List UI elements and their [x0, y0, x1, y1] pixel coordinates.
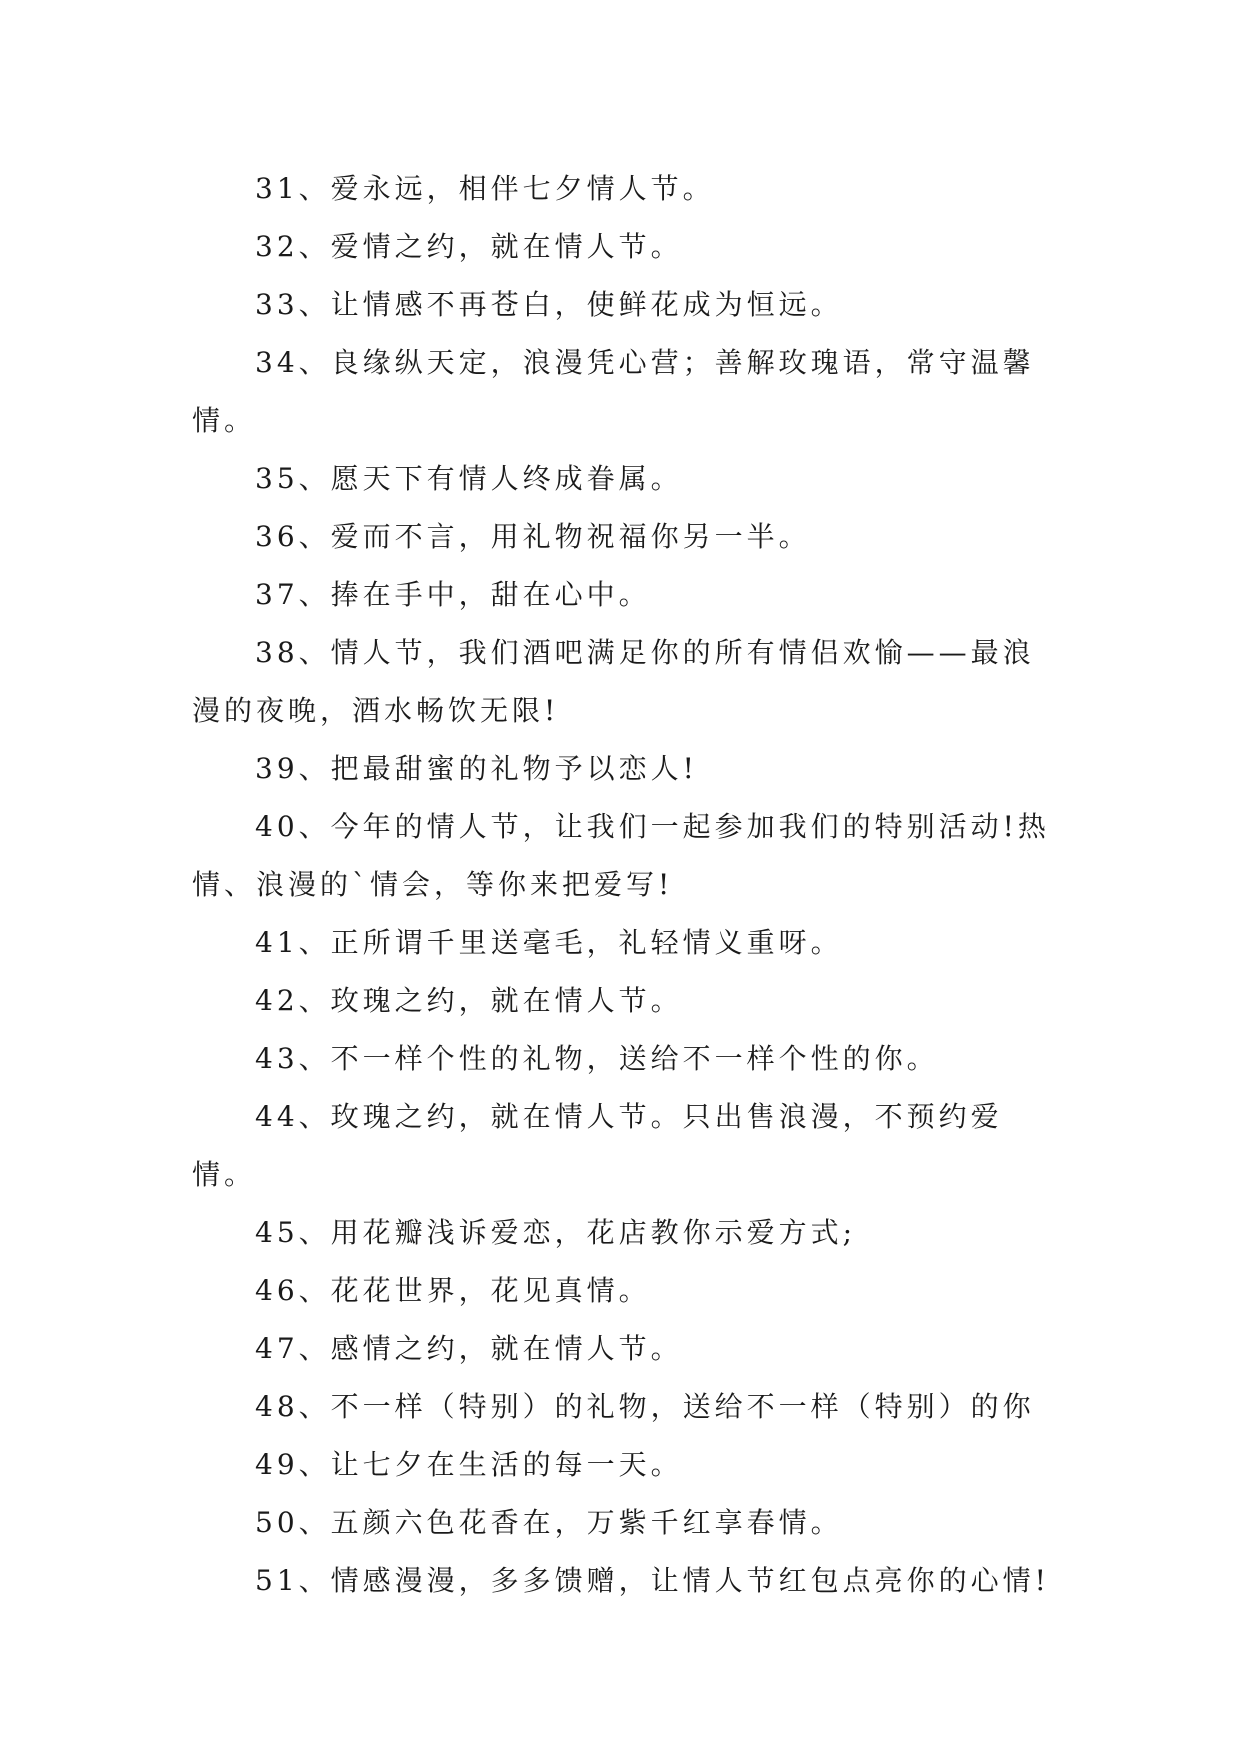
- paragraph-51: 51、情感漫漫，多多馈赠，让情人节红包点亮你的心情!: [255, 1564, 1050, 1597]
- paragraph-34: 34、良缘纵天定，浪漫凭心营；善解玫瑰语，常守温馨情。: [192, 346, 1035, 437]
- paragraph-43: 43、不一样个性的礼物，送给不一样个性的你。: [255, 1042, 939, 1075]
- paragraph-37: 37、捧在手中，甜在心中。: [255, 578, 651, 611]
- paragraph-35: 35、愿天下有情人终成眷属。: [255, 462, 683, 495]
- paragraph-47: 47、感情之约，就在情人节。: [255, 1332, 683, 1365]
- paragraph-50: 50、五颜六色花香在，万紫千红享春情。: [255, 1506, 843, 1539]
- paragraph-42: 42、玫瑰之约，就在情人节。: [255, 984, 683, 1017]
- document-body: [192, 160, 1062, 1610]
- paragraph-31: 31、爱永远，相伴七夕情人节。: [255, 172, 715, 205]
- paragraph-45: 45、用花瓣浅诉爱恋，花店教你示爱方式;: [255, 1216, 857, 1249]
- paragraph-48: 48、不一样（特别）的礼物，送给不一样（特别）的你: [255, 1390, 1035, 1423]
- paragraph-41: 41、正所谓千里送毫毛，礼轻情义重呀。: [255, 926, 843, 959]
- paragraph-46: 46、花花世界，花见真情。: [255, 1274, 651, 1307]
- paragraph-33: 33、让情感不再苍白，使鲜花成为恒远。: [255, 288, 843, 321]
- paragraph-44: 44、玫瑰之约，就在情人节。只出售浪漫，不预约爱情。: [192, 1100, 1003, 1191]
- paragraph-38: 38、情人节，我们酒吧满足你的所有情侣欢愉——最浪漫的夜晚，酒水畅饮无限!: [192, 636, 1035, 727]
- paragraph-39: 39、把最甜蜜的礼物予以恋人!: [255, 752, 698, 785]
- paragraph-36: 36、爱而不言，用礼物祝福你另一半。: [255, 520, 811, 553]
- paragraph-49: 49、让七夕在生活的每一天。: [255, 1448, 683, 1481]
- paragraph-32: 32、爱情之约，就在情人节。: [255, 230, 683, 263]
- paragraph-40: 40、今年的情人节，让我们一起参加我们的特别活动!热情、浪漫的`情会，等你来把爱写!: [192, 810, 1050, 901]
